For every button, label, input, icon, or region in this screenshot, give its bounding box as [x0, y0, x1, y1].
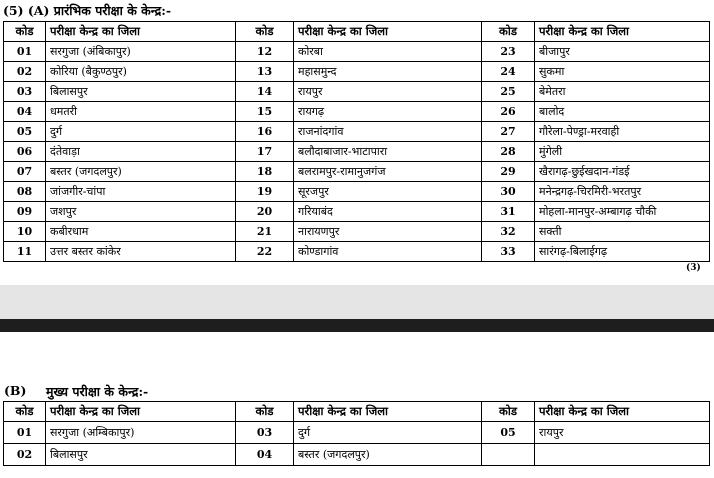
centre-district: उत्तर बस्तर कांकेर	[46, 242, 236, 262]
centre-code: 11	[4, 242, 46, 262]
table-row	[4, 142, 710, 162]
centre-district: सक्ती	[535, 222, 710, 242]
centre-district: मोहला-मानपुर-अम्बागढ़ चौकी	[535, 202, 710, 222]
section-a-title: (5) (A) प्रारंभिक परीक्षा के केन्द्र:-	[3, 3, 172, 18]
prelim-centres-table	[3, 21, 710, 262]
centre-district: सुकमा	[535, 62, 710, 82]
centre-code: 30	[482, 182, 535, 202]
centre-district: बलरामपुर-रामानुजगंज	[294, 162, 482, 182]
centre-code: 03	[4, 82, 46, 102]
centre-district: सूरजपुर	[294, 182, 482, 202]
centre-code: 21	[236, 222, 294, 242]
page-separator-bar	[0, 319, 714, 332]
centre-district: मनेन्द्रगढ़-चिरमिरी-भरतपुर	[535, 182, 710, 202]
header-code: कोड	[482, 402, 535, 422]
centre-code: 12	[236, 42, 294, 62]
centre-code: 13	[236, 62, 294, 82]
centre-code	[482, 444, 535, 466]
table-row	[4, 422, 710, 444]
centre-code: 05	[4, 122, 46, 142]
centre-code: 16	[236, 122, 294, 142]
page-number: (3)	[686, 263, 701, 273]
centre-district: बीजापुर	[535, 42, 710, 62]
centre-district: दंतेवाड़ा	[46, 142, 236, 162]
centre-district: महासमुन्द	[294, 62, 482, 82]
centre-code: 27	[482, 122, 535, 142]
table-row	[4, 222, 710, 242]
centre-code: 26	[482, 102, 535, 122]
table-row	[4, 82, 710, 102]
header-district: परीक्षा केन्द्र का जिला	[294, 402, 482, 422]
centre-district: रायपुर	[294, 82, 482, 102]
centre-district: बलौदाबाजार-भाटापारा	[294, 142, 482, 162]
header-district: परीक्षा केन्द्र का जिला	[535, 22, 710, 42]
centre-code: 17	[236, 142, 294, 162]
centre-district: बस्तर (जगदलपुर)	[46, 162, 236, 182]
centre-code: 24	[482, 62, 535, 82]
table-row	[4, 242, 710, 262]
centre-district	[535, 444, 710, 466]
centre-district: जांजगीर-चांपा	[46, 182, 236, 202]
centre-code: 28	[482, 142, 535, 162]
centre-code: 01	[4, 42, 46, 62]
centre-district: खैरागढ़-छुईखदान-गंडई	[535, 162, 710, 182]
header-district: परीक्षा केन्द्र का जिला	[46, 22, 236, 42]
header-code: कोड	[236, 402, 294, 422]
centre-district: गरियाबंद	[294, 202, 482, 222]
centre-district: राजनांदगांव	[294, 122, 482, 142]
centre-district: बेमेतरा	[535, 82, 710, 102]
centre-district: कबीरधाम	[46, 222, 236, 242]
centre-code: 02	[4, 444, 46, 466]
centre-code: 04	[236, 444, 294, 466]
table-row	[4, 162, 710, 182]
centre-code: 20	[236, 202, 294, 222]
header-code: कोड	[236, 22, 294, 42]
centre-district: कोरबा	[294, 42, 482, 62]
header-district: परीक्षा केन्द्र का जिला	[46, 402, 236, 422]
header-district: परीक्षा केन्द्र का जिला	[535, 402, 710, 422]
table-header-row	[4, 402, 710, 422]
header-code: कोड	[4, 402, 46, 422]
section-b-title: मुख्य परीक्षा के केन्द्र:-	[46, 384, 149, 399]
centre-district: गौरेला-पेण्ड्रा-मरवाही	[535, 122, 710, 142]
centre-district: नारायणपुर	[294, 222, 482, 242]
centre-code: 25	[482, 82, 535, 102]
table-row	[4, 122, 710, 142]
centre-district: कोरिया (बैकुण्ठपुर)	[46, 62, 236, 82]
centre-code: 31	[482, 202, 535, 222]
centre-district: रायपुर	[535, 422, 710, 444]
centre-code: 09	[4, 202, 46, 222]
centre-code: 29	[482, 162, 535, 182]
table-row	[4, 102, 710, 122]
page-gap	[0, 285, 714, 319]
centre-code: 01	[4, 422, 46, 444]
centre-district: सारंगढ़-बिलाईगढ़	[535, 242, 710, 262]
centre-code: 15	[236, 102, 294, 122]
centre-code: 18	[236, 162, 294, 182]
section-b-label: (B)	[4, 383, 27, 398]
centre-code: 33	[482, 242, 535, 262]
centre-district: बस्तर (जगदलपुर)	[294, 444, 482, 466]
centre-district: जशपुर	[46, 202, 236, 222]
table-row	[4, 62, 710, 82]
centre-district: बिलासपुर	[46, 444, 236, 466]
main-exam-centres-table	[3, 401, 710, 466]
centre-code: 14	[236, 82, 294, 102]
centre-district: बालोद	[535, 102, 710, 122]
centre-code: 07	[4, 162, 46, 182]
centre-code: 10	[4, 222, 46, 242]
header-code: कोड	[4, 22, 46, 42]
centre-code: 04	[4, 102, 46, 122]
centre-code: 05	[482, 422, 535, 444]
table-header-row	[4, 22, 710, 42]
table-row	[4, 182, 710, 202]
centre-district: दुर्ग	[294, 422, 482, 444]
centre-code: 08	[4, 182, 46, 202]
header-district: परीक्षा केन्द्र का जिला	[294, 22, 482, 42]
centre-district: कोण्डागांव	[294, 242, 482, 262]
centre-code: 03	[236, 422, 294, 444]
centre-code: 23	[482, 42, 535, 62]
header-code: कोड	[482, 22, 535, 42]
centre-district: दुर्ग	[46, 122, 236, 142]
centre-code: 19	[236, 182, 294, 202]
table-row	[4, 202, 710, 222]
centre-district: बिलासपुर	[46, 82, 236, 102]
table-row	[4, 42, 710, 62]
centre-code: 02	[4, 62, 46, 82]
centre-district: सरगुजा (अंबिकापुर)	[46, 42, 236, 62]
centre-district: मुंगेली	[535, 142, 710, 162]
centre-code: 06	[4, 142, 46, 162]
centre-code: 32	[482, 222, 535, 242]
centre-district: रायगढ़	[294, 102, 482, 122]
centre-code: 22	[236, 242, 294, 262]
centre-district: धमतरी	[46, 102, 236, 122]
centre-district: सरगुजा (अम्बिकापुर)	[46, 422, 236, 444]
table-row	[4, 444, 710, 466]
